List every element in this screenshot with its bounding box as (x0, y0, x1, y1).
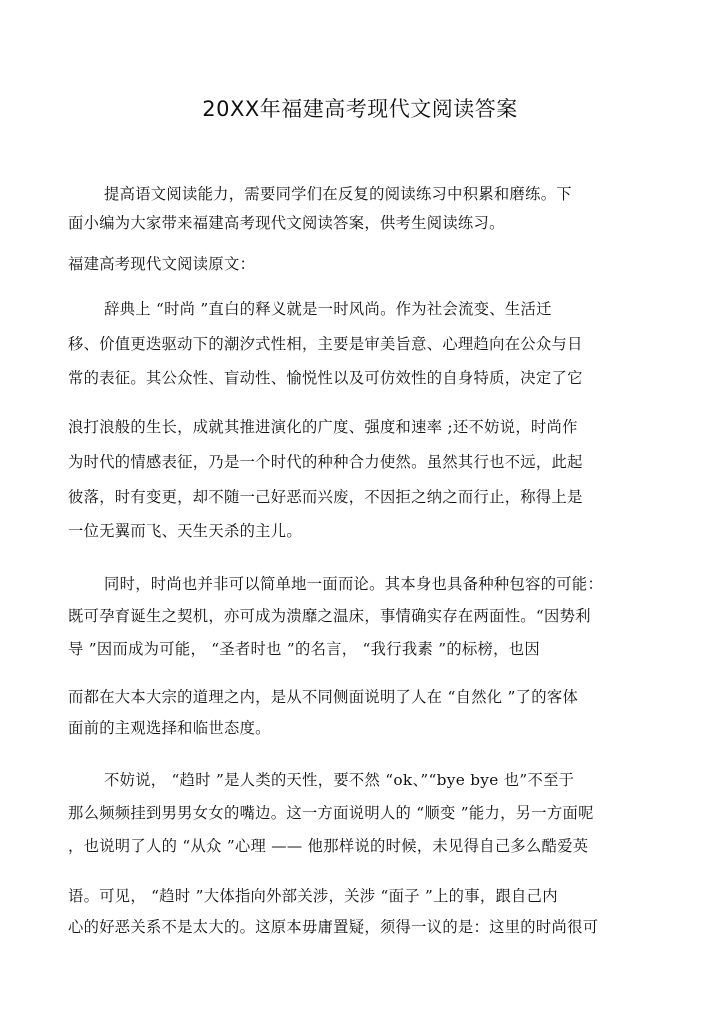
paragraph1-line-4: 浪打浪般的生长，成就其推进演化的广度、强度和速率 ;还不妨说，时尚作 (68, 418, 578, 436)
page-title: 20XX年福建高考现代文阅读答案 (202, 97, 518, 121)
paragraph2-line-1: 同时，时尚也并非可以简单地一面而论。其本身也具备种种包容的可能： (104, 575, 604, 593)
intro-line-1: 提高语文阅读能力，需要同学们在反复的阅读练习中积累和磨练。下 (104, 185, 572, 203)
paragraph1-line-2: 移、价值更迭驱动下的潮汐式性相，主要是审美旨意、心理趋向在公众与日 (68, 335, 583, 353)
paragraph2-line-2: 既可孕育诞生之契机，亦可成为溃靡之温床，事情确实存在两面性。“因势利 (68, 607, 591, 625)
intro-line-2: 面小编为大家带来福建高考现代文阅读答案，供考生阅读练习。 (68, 214, 505, 232)
paragraph3-line-1: 不妨说， “趋时 ”是人类的天性，要不然 “ok、”“bye bye 也”不至于 (104, 771, 575, 789)
paragraph2-line-3: 导 ”因而成为可能， “圣者时也 ”的名言， “我行我素 ”的标榜，也因 (68, 640, 540, 658)
paragraph3-line-5: 心的好恶关系不是太大的。这原本毋庸置疑，须得一议的是：这里的时尚很可 (68, 918, 599, 936)
paragraph1-line-3: 常的表征。其公众性、盲动性、愉悦性以及可仿效性的自身特质，决定了它 (68, 369, 583, 387)
paragraph2-line-4: 而都在大本大宗的道理之内，是从不同侧面说明了人在 “自然化 ”了的客体 (68, 688, 579, 706)
paragraph2-line-5: 面前的主观选择和临世态度。 (68, 719, 271, 737)
paragraph3-line-2: 那么频频挂到男男女女的嘴边。这一方面说明人的 “顺变 ”能力，另一方面呢 (68, 804, 594, 822)
paragraph3-line-3: ，也说明了人的 “从众 ”心理 —— 他那样说的时候，未见得自己多么酷爱英 (68, 837, 589, 855)
paragraph1-line-6: 彼落，时有变更，却不随一己好恶而兴废，不因拒之纳之而行止，称得上是 (68, 488, 583, 506)
paragraph1-line-7: 一位无翼而飞、天生天杀的主儿。 (68, 522, 302, 540)
paragraph1-line-1: 辞典上 “时尚 ”直白的释义就是一时风尚。作为社会流变、生活迁 (104, 300, 552, 318)
paragraph1-line-5: 为时代的情感表征，乃是一个时代的种种合力使然。虽然其行也不远，此起 (68, 453, 583, 471)
paragraph3-line-4: 语。可见， “趋时 ”大体指向外部关涉，关涉 “面子 ”上的事，跟自己内 (68, 887, 558, 905)
section-heading: 福建高考现代文阅读原文： (68, 255, 256, 273)
